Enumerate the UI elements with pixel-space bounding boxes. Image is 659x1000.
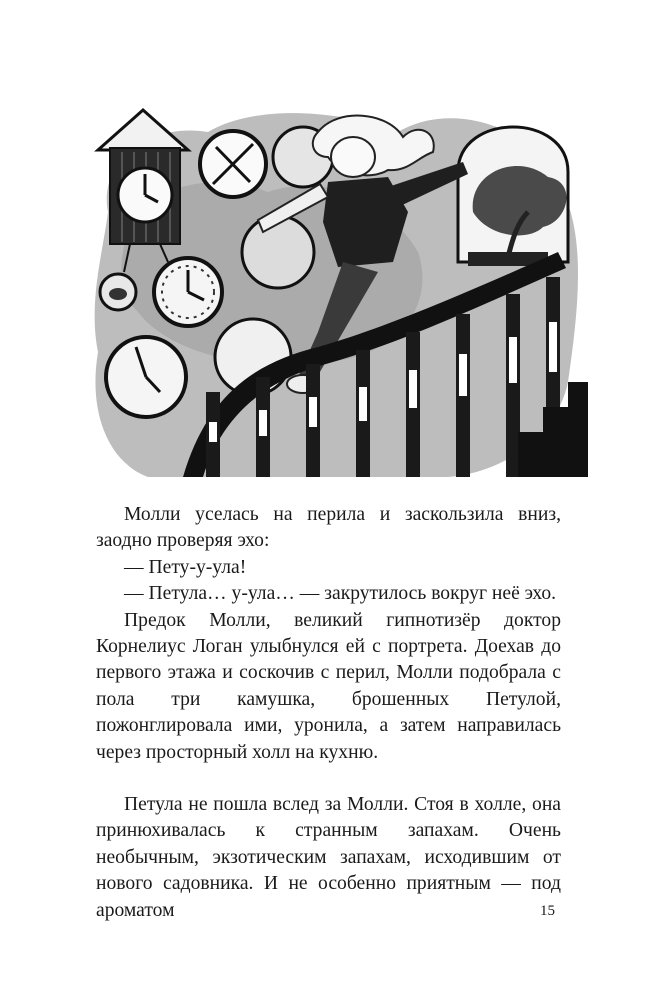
bird-clock xyxy=(100,274,136,310)
page-number: 15 xyxy=(540,903,555,919)
round-clock-lower xyxy=(106,337,186,417)
body-text xyxy=(96,502,561,924)
paragraph: Петула не пошла вслед за Молли. Стоя в холле, она принюхивалась к странным запахам. Очень необычным, экзотическим запахам, исходившим от нового садовника. И не особенно приятным — под ароматом xyxy=(96,794,561,921)
paragraph: Предок Молли, великий гипнотизёр доктор Корнелиус Логан улыбнулся ей с портрета. Доехав до первого этажа и соскочив с перил, Молли подобрала с пола три камушка, брошенных Петулой, пожонглировала ими, уронила, а затем направилась через просторный холл на кухню. xyxy=(96,609,561,763)
dialogue-line: — Пету-у-ула! xyxy=(124,556,247,578)
illustration xyxy=(88,92,588,482)
compass-clock xyxy=(200,131,266,197)
wheel-clock xyxy=(242,216,314,288)
paragraph: Молли уселась на перила и заскользила вниз, заодно проверяя эхо: xyxy=(96,504,561,552)
staircase-clocks-drawing xyxy=(88,92,588,482)
window-bonsai xyxy=(458,127,568,266)
dialogue-line: — Петула… у-ула… — закрутилось вокруг неё эхо. xyxy=(124,583,557,605)
round-clock-middle xyxy=(154,258,222,326)
